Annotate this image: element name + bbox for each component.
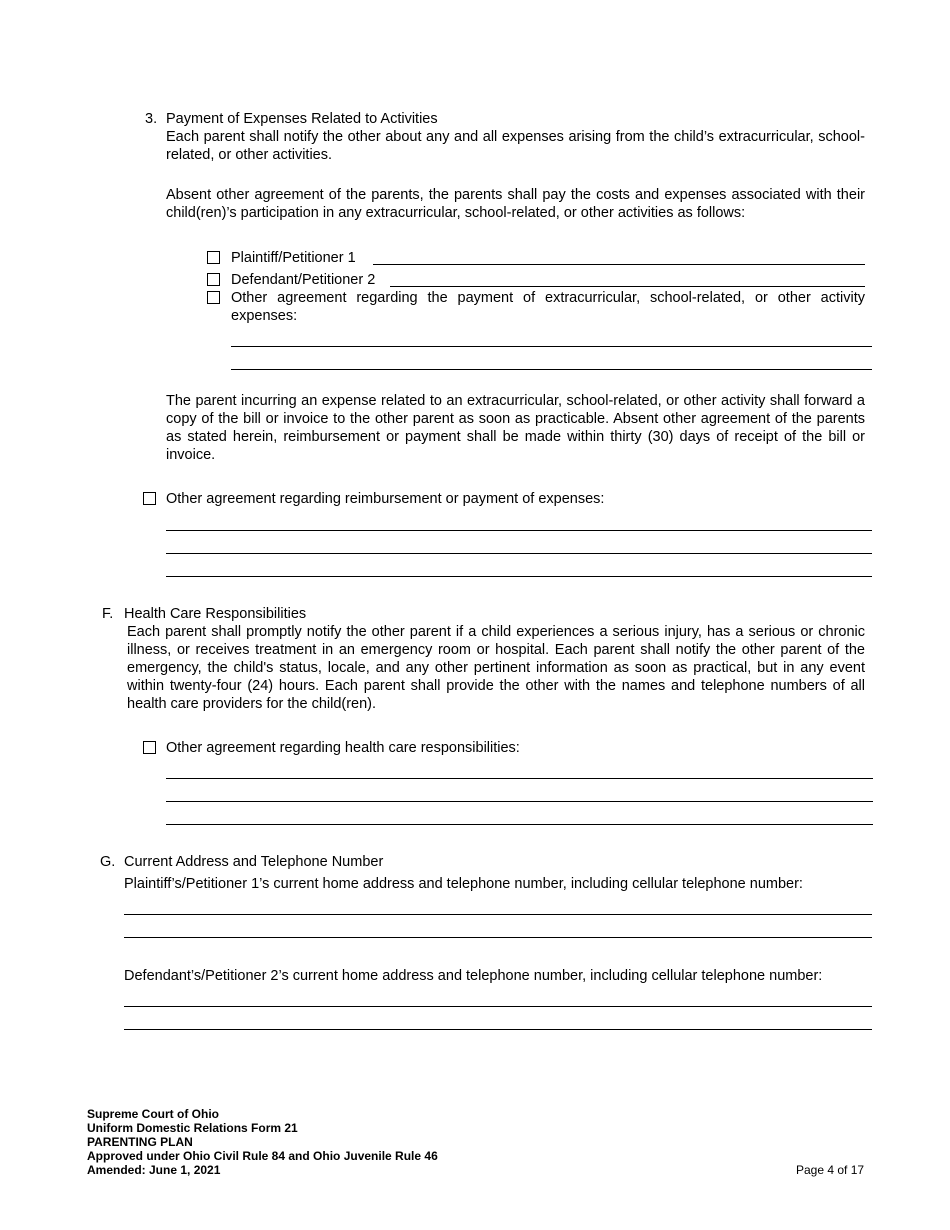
defendant-address-line-2[interactable]	[124, 1029, 872, 1030]
other-payment-agreement-checkbox[interactable]	[207, 291, 220, 304]
other-payment-agreement-line-1[interactable]	[231, 346, 872, 347]
footer-approval: Approved under Ohio Civil Rule 84 and Ohio Juvenile Rule 46	[87, 1149, 438, 1163]
health-care-agreement-checkbox[interactable]	[143, 741, 156, 754]
health-care-agreement-line-1[interactable]	[166, 778, 873, 779]
section-g-letter: G.	[100, 854, 116, 870]
footer-form-title: PARENTING PLAN	[87, 1135, 193, 1149]
section-f-letter: F.	[102, 606, 114, 622]
plaintiff-pays-blank[interactable]	[373, 264, 865, 265]
health-care-agreement-label: Other agreement regarding health care responsibilities:	[166, 740, 520, 756]
reimbursement-agreement-line-2[interactable]	[166, 553, 872, 554]
section-f-title: Health Care Responsibilities	[124, 606, 307, 622]
reimbursement-agreement-label: Other agreement regarding reimbursement or payment of expenses:	[166, 491, 605, 507]
plaintiff-address-line-1[interactable]	[124, 914, 872, 915]
reimbursement-agreement-line-1[interactable]	[166, 530, 872, 531]
page-number: Page 4 of 17	[796, 1163, 865, 1177]
defendant-pays-checkbox[interactable]	[207, 273, 220, 286]
section-3-title: Payment of Expenses Related to Activities	[166, 111, 438, 127]
plaintiff-address-line-2[interactable]	[124, 937, 872, 938]
plaintiff-pays-checkbox[interactable]	[207, 251, 220, 264]
plaintiff-pays-label: Plaintiff/Petitioner 1	[231, 250, 356, 266]
section-g-title: Current Address and Telephone Number	[124, 854, 384, 870]
section-3-paragraph-2: Absent other agreement of the parents, the parents shall pay the costs and expenses associated with their child(ren)’s participation in any extracurricular, school-related, or other activities as follows:	[166, 187, 865, 221]
footer-amended: Amended: June 1, 2021	[87, 1163, 221, 1177]
reimbursement-agreement-line-3[interactable]	[166, 576, 872, 577]
reimbursement-agreement-checkbox[interactable]	[143, 492, 156, 505]
plaintiff-address-prompt: Plaintiff’s/Petitioner 1’s current home address and telephone number, including cellular telephone number:	[124, 876, 803, 892]
other-payment-agreement-line-2[interactable]	[231, 369, 872, 370]
footer-form-name: Uniform Domestic Relations Form 21	[87, 1121, 298, 1135]
section-3-number: 3.	[145, 111, 158, 127]
defendant-pays-label: Defendant/Petitioner 2	[231, 272, 376, 288]
section-3-paragraph-3: The parent incurring an expense related to an extracurricular, school-related, or other activity shall forward a copy of the bill or invoice to the other parent as soon as practicable. Absent other agreement of the parents as stated herein, reimbursement or payment shall be made within thirty (30) days of receipt of the bill or invoice.	[166, 393, 865, 463]
defendant-address-line-1[interactable]	[124, 1006, 872, 1007]
defendant-pays-blank[interactable]	[390, 286, 865, 287]
health-care-agreement-line-3[interactable]	[166, 824, 873, 825]
other-payment-agreement-label: Other agreement regarding the payment of extracurricular, school-related, or other activity expenses:	[231, 290, 865, 324]
health-care-agreement-line-2[interactable]	[166, 801, 873, 802]
footer-court: Supreme Court of Ohio	[87, 1107, 219, 1121]
section-f-paragraph: Each parent shall promptly notify the other parent if a child experiences a serious injury, has a serious or chronic illness, or receives treatment in an emergency room or hospital. Each parent shall notify the other parent of the emergency, the child's status, locale, and any other pertinent information as soon as practical, but in any event within twenty-four (24) hours. Each parent shall provide the other with the names and telephone numbers of all health care providers for the child(ren).	[127, 624, 865, 712]
section-3-paragraph-1: Each parent shall notify the other about any and all expenses arising from the child’s extracurricular, school-related, or other activities.	[166, 129, 865, 163]
footer-block	[87, 1107, 438, 1177]
defendant-address-prompt: Defendant’s/Petitioner 2’s current home address and telephone number, including cellular telephone number:	[124, 968, 823, 984]
